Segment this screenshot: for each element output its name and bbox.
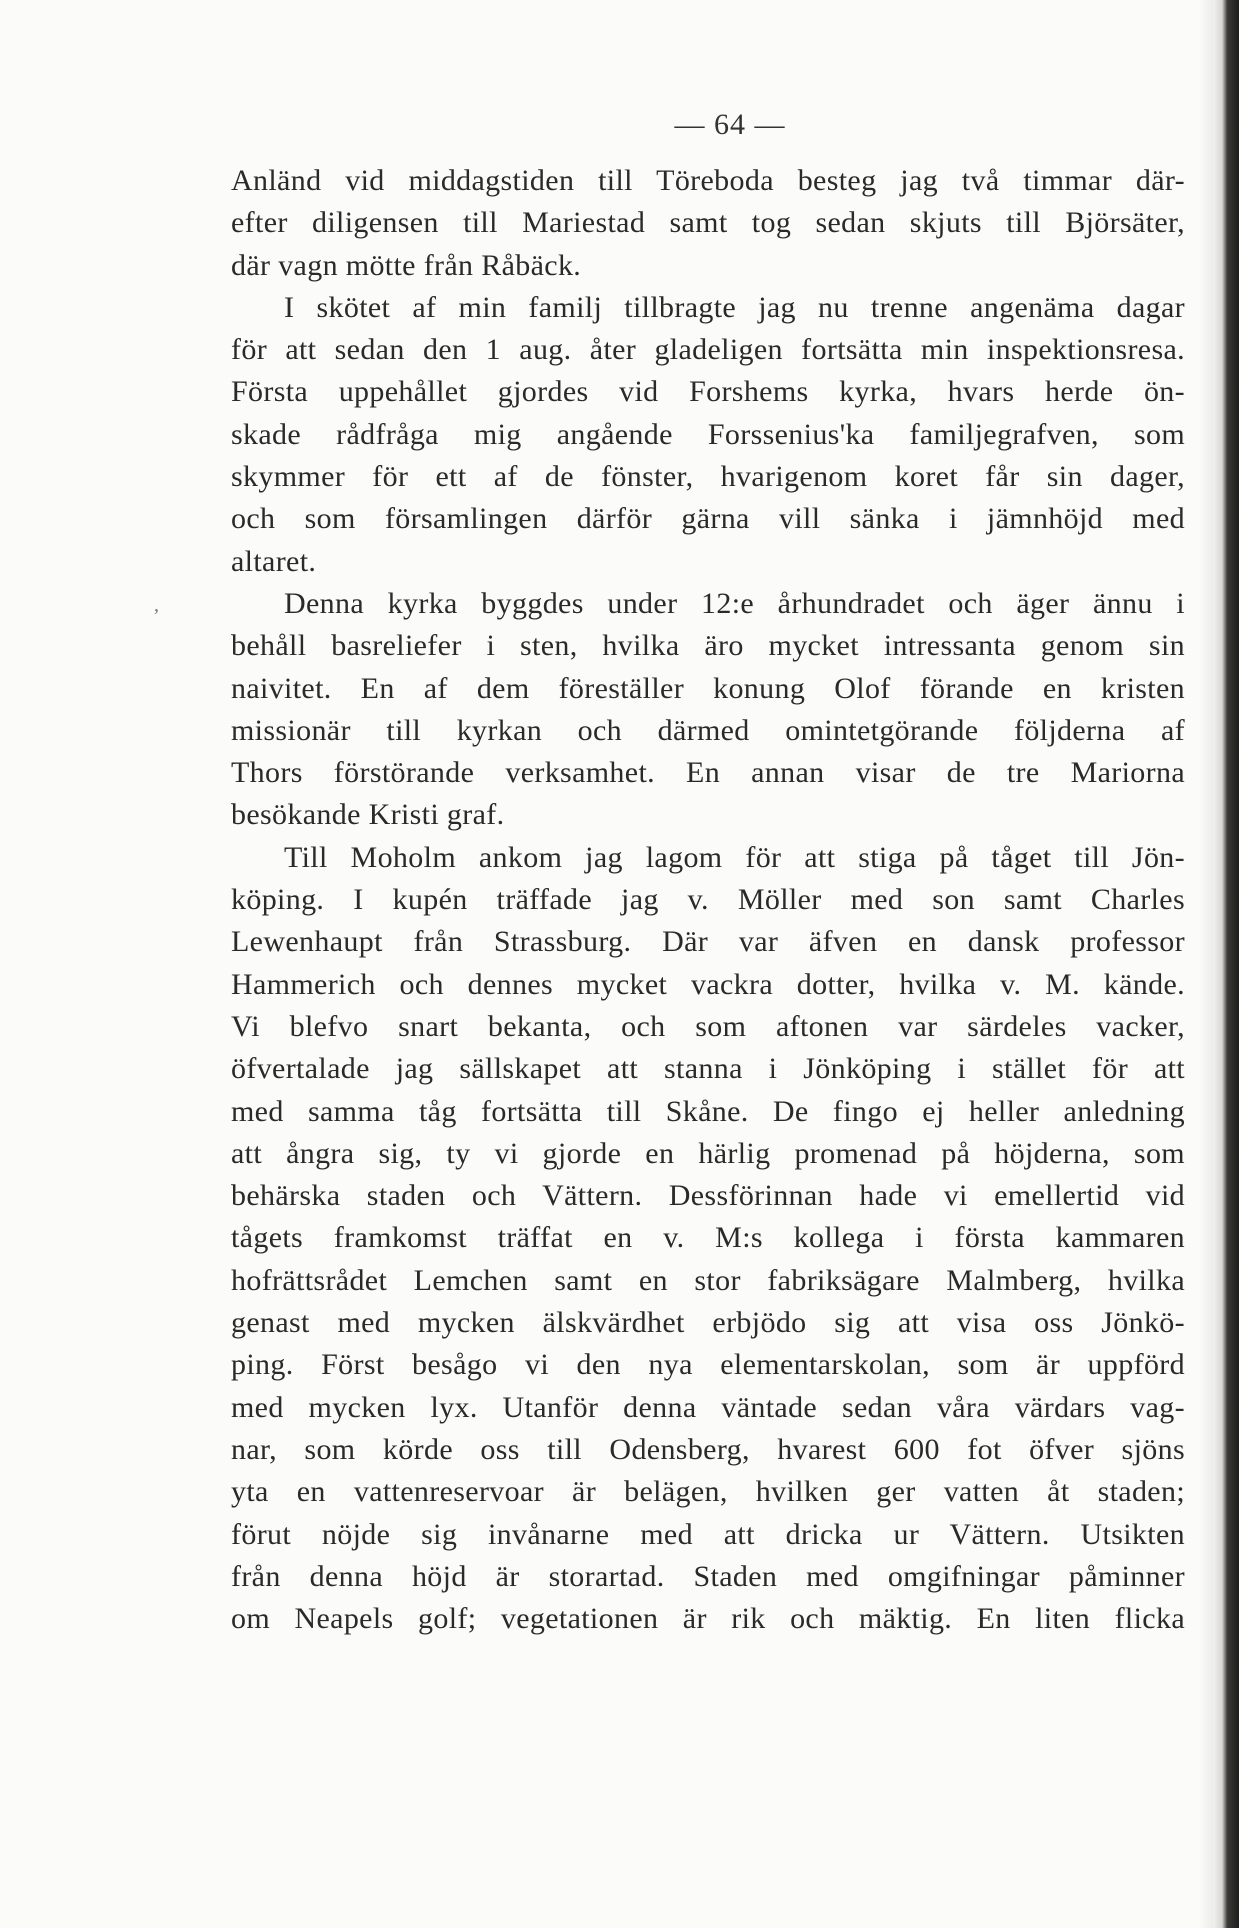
- text-line: genast med mycken älskvärdhet erbjödo sig att visa oss Jönkö-: [231, 1306, 1185, 1340]
- text-line: från denna höjd är storartad. Staden med omgifningar påminner: [231, 1559, 1185, 1593]
- text-line: Vi blefvo snart bekanta, och som aftonen var särdeles vacker,: [231, 1009, 1185, 1043]
- text-line: Anländ vid middagstiden till Töreboda besteg jag två timmar där-: [231, 164, 1185, 197]
- text-line: förut nöjde sig invånarne med att dricka ur Vättern. Utsikten: [231, 1517, 1185, 1551]
- body-text: [231, 160, 1185, 1640]
- book-binding-edge: [1213, 0, 1239, 1928]
- text-line: köping. I kupén träffade jag v. Möller med son samt Charles: [231, 883, 1185, 917]
- binding-shadow: [1199, 0, 1213, 1928]
- text-line: hofrättsrådet Lemchen samt en stor fabriksägare Malmberg, hvilka: [231, 1263, 1185, 1297]
- text-line: Denna kyrka byggdes under 12:e århundradet och äger ännu i: [284, 586, 1185, 620]
- text-line: behärska staden och Vättern. Dessförinnan hade vi emellertid vid: [231, 1179, 1185, 1213]
- text-line: Thors förstörande verksamhet. En annan visar de tre Mariorna: [231, 756, 1185, 790]
- text-line: Till Moholm ankom jag lagom för att stiga på tåget till Jön-: [284, 840, 1185, 874]
- text-line: besökande Kristi graf.: [231, 798, 505, 832]
- text-line: yta en vattenreservoar är belägen, hvilken ger vatten åt staden;: [231, 1475, 1185, 1509]
- page-number: — 64 —: [674, 108, 786, 141]
- text-line: efter diligensen till Mariestad samt tog sedan skjuts till Björsäter,: [231, 206, 1185, 240]
- text-line: om Neapels golf; vegetationen är rik och mäktig. En liten flicka: [231, 1602, 1185, 1636]
- text-line: missionär till kyrkan och därmed omintetgörande följderna af: [231, 713, 1185, 747]
- text-line: skymmer för ett af de fönster, hvarigenom koret får sin dager,: [231, 460, 1185, 494]
- text-line: behåll basreliefer i sten, hvilka äro mycket intressanta genom sin: [231, 629, 1185, 663]
- text-line: Första uppehållet gjordes vid Forshems kyrka, hvars herde ön-: [231, 375, 1185, 409]
- text-line: där vagn mötte från Råbäck.: [231, 248, 582, 282]
- text-line: med samma tåg fortsätta till Skåne. De fingo ej heller anledning: [231, 1094, 1185, 1128]
- text-line: nar, som körde oss till Odensberg, hvarest 600 fot öfver sjöns: [231, 1432, 1185, 1466]
- text-line: I skötet af min familj tillbragte jag nu trenne angenäma dagar: [284, 290, 1185, 324]
- text-line: och som församlingen därför gärna vill sänka i jämnhöjd med: [231, 502, 1185, 536]
- text-line: naivitet. En af dem föreställer konung Olof förande en kristen: [231, 671, 1185, 705]
- text-line: med mycken lyx. Utanför denna väntade sedan våra värdars vag-: [231, 1390, 1185, 1424]
- text-line: ping. Först besågo vi den nya elementarskolan, som är uppförd: [231, 1348, 1185, 1382]
- text-line: skade rådfråga mig angående Forssenius'ka familjegrafven, som: [231, 417, 1185, 451]
- text-line: för att sedan den 1 aug. åter gladeligen fortsätta min inspektionsresa.: [231, 333, 1185, 367]
- text-line: att ångra sig, ty vi gjorde en härlig promenad på höjderna, som: [231, 1136, 1185, 1170]
- text-line: Lewenhaupt från Strassburg. Där var äfven en dansk professor: [231, 925, 1185, 959]
- margin-mark: ,: [154, 594, 159, 616]
- text-line: tågets framkomst träffat en v. M:s kollega i första kammaren: [231, 1221, 1185, 1255]
- text-line: Hammerich och dennes mycket vackra dotter, hvilka v. M. kände.: [231, 967, 1185, 1001]
- text-line: altaret.: [231, 544, 317, 578]
- text-line: öfvertalade jag sällskapet att stanna i Jönköping i stället för att: [231, 1052, 1185, 1086]
